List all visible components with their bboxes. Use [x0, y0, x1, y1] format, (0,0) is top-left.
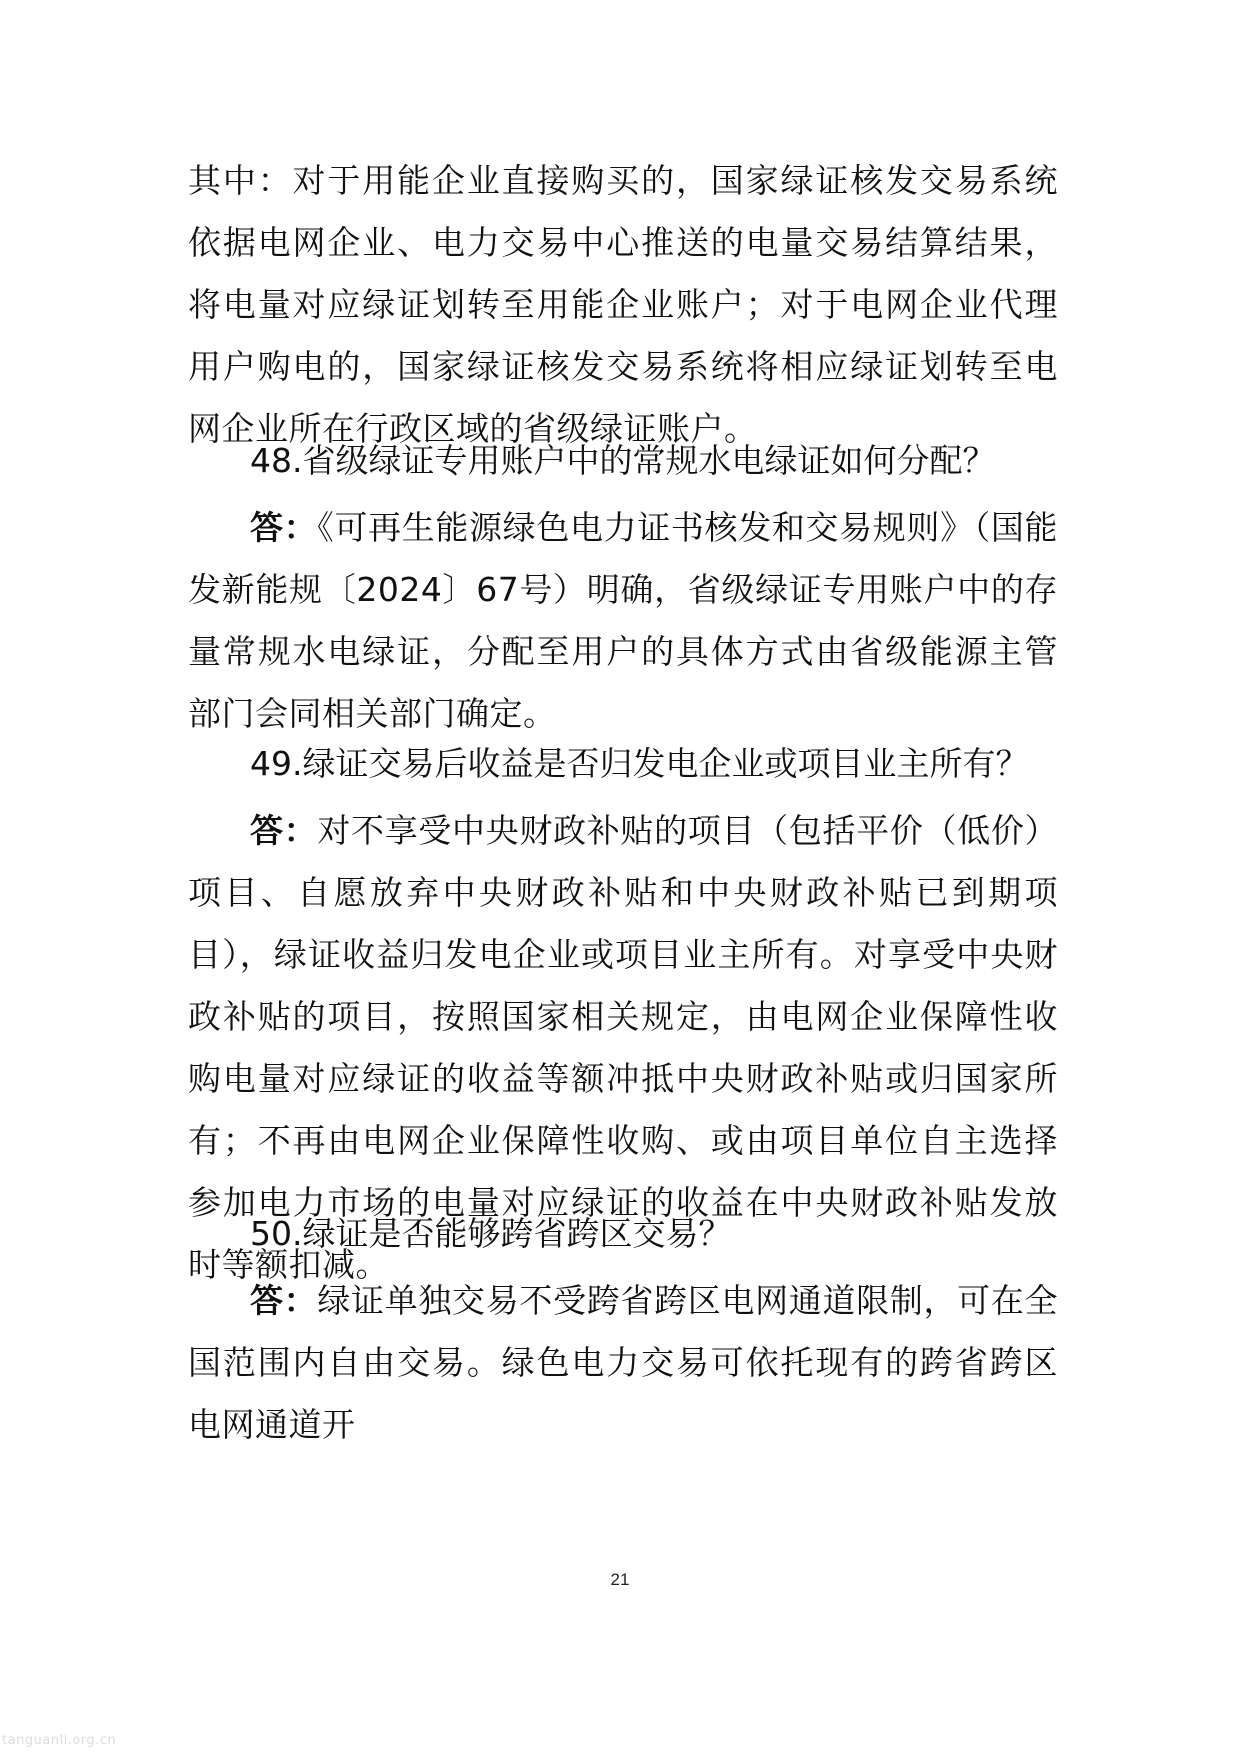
question-49: 49.绿证交易后收益是否归发电企业或项目业主所有？ [250, 744, 1029, 783]
answer-48 [188, 497, 1058, 745]
watermark: tanguanli.org.cn [2, 1733, 117, 1748]
question-50: 50.绿证是否能够跨省跨区交易？ [250, 1214, 732, 1253]
answer-49-text: 对不享受中央财政补贴的项目（包括平价（低价）项目、自愿放弃中央财政补贴和中央财政补贴已到期项目），绿证收益归发电企业或项目业主所有。对享受中央财政补贴的项目，按照国家相关规定，由电网企业保障性收购电量对应绿证的收益等额冲抵中央财政补贴或归国家所有；不再由电网企业保障性收购、或由项目单位自主选择参加电力市场的电量对应绿证的收益在中央财政补贴发放时等额扣减。 [188, 811, 1059, 1284]
intro-paragraph: 其中：对于用能企业直接购买的，国家绿证核发交易系统依据电网企业、电力交易中心推送的电量交易结算结果，将电量对应绿证划转至用能企业账户；对于电网企业代理用户购电的，国家绿证核发交易系统将相应绿证划转至电网企业所在行政区域的省级绿证账户。 [188, 161, 1058, 448]
answer-50-label: 答： [250, 1281, 318, 1320]
answer-49-label: 答： [250, 811, 318, 850]
answer-48-label: 答： [250, 508, 318, 547]
answer-50-text: 绿证单独交易不受跨省跨区电网通道限制，可在全国范围内自由交易。绿色电力交易可依托现有的跨省跨区电网通道开 [188, 1281, 1059, 1444]
answer-50 [188, 1270, 1058, 1456]
question-48: 48.省级绿证专用账户中的常规水电绿证如何分配？ [250, 441, 996, 480]
answer-48-text: 《可再生能源绿色电力证书核发和交易规则》（国能发新能规〔2024〕67号）明确，省级绿证专用账户中的存量常规水电绿证，分配至用户的具体方式由省级能源主管部门会同相关部门确定。 [188, 508, 1059, 733]
page-number: 21 [610, 1570, 630, 1589]
